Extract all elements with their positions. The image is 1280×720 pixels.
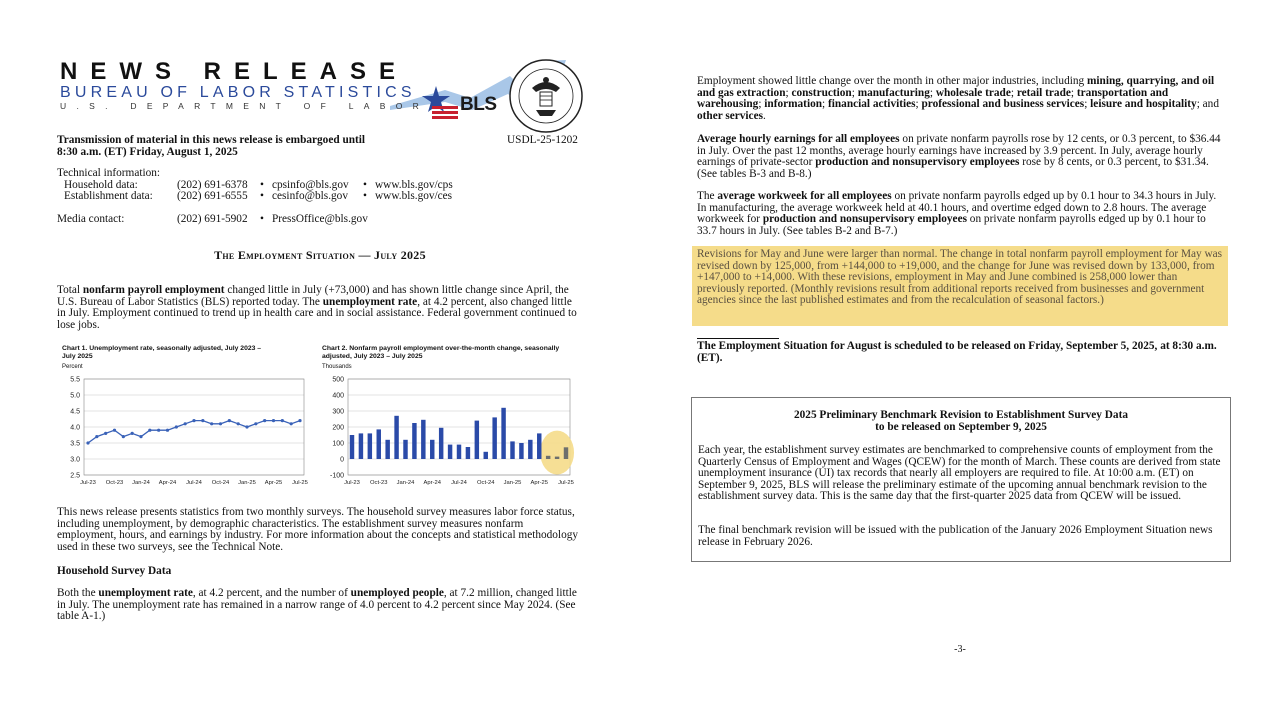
- data-point: [122, 435, 125, 438]
- data-point: [104, 432, 107, 435]
- data-point: [86, 441, 89, 444]
- bar: [537, 433, 541, 459]
- bar: [484, 452, 488, 459]
- media-phone: (202) 691-5902: [177, 213, 248, 226]
- data-point: [263, 419, 266, 422]
- household-heading: Household Survey Data: [57, 565, 172, 577]
- y-tick-label: 5.5: [70, 376, 80, 384]
- household-email[interactable]: cpsinfo@bls.gov: [272, 178, 349, 191]
- department-name: U.S. DEPARTMENT OF LABOR: [60, 101, 430, 111]
- data-point: [281, 419, 284, 422]
- y-tick-label: 200: [332, 424, 344, 432]
- household-paragraph: Both the unemployment rate, at 4.2 percent, and the number of unemployed people, at 7.2 million, changed little in July. The unemployment rate has remained in a narrow range of 4.0 percent to 4.2 percent since May 2024. (See table A-1.): [57, 587, 577, 623]
- revisions-paragraph: Revisions for May and June were larger than normal. The change in total nonfarm payroll employment for May was revised down by 125,000, from +144,000 to +19,000, and the change for June was revised down by 133,000, from +147,000 to +14,000. With these revisions, employment in May and June combined is 258,000 lower than previously reported. (Monthly revisions result from additional reports received from businesses and government agencies since the last published estimates and from the recalculation of seasonal factors.): [697, 248, 1223, 307]
- bullet-icon: •: [260, 213, 264, 226]
- bar: [350, 435, 354, 459]
- x-tick-label: Jul-24: [451, 480, 467, 486]
- data-point: [298, 419, 301, 422]
- bullet-icon: •: [260, 178, 264, 191]
- earnings-paragraph: Average hourly earnings for all employees on private nonfarm payrolls rose by 12 cents, or 0.3 percent, to $36.44 in July. Over the past 12 months, average hourly earnings have increased by 3.9 percent. In July, average hourly earnings of private-sector production and nonsupervisory employees rose by 8 cents, or 0.3 percent, to $31.34. (See tables B-3 and B-8.): [697, 133, 1221, 180]
- y-tick-label: 2.5: [70, 472, 80, 480]
- chart2-title: Chart 2. Nonfarm payroll employment over-the-month change, seasonally adjusted, July 2023 – July 2025: [322, 345, 560, 360]
- bar: [492, 417, 496, 459]
- bar: [501, 408, 505, 459]
- data-point: [131, 432, 134, 435]
- y-tick-label: 400: [332, 392, 344, 400]
- establishment-web[interactable]: www.bls.gov/ces: [375, 190, 453, 203]
- data-point: [254, 422, 257, 425]
- data-point: [290, 422, 293, 425]
- bar: [555, 457, 559, 459]
- unemployment-line: [88, 421, 300, 443]
- data-point: [237, 422, 240, 425]
- x-tick-label: Jan-25: [503, 480, 522, 486]
- data-point: [157, 429, 160, 432]
- bar: [377, 429, 381, 459]
- bar: [457, 445, 461, 459]
- bar: [412, 423, 416, 459]
- x-tick-label: Jan-24: [396, 480, 415, 486]
- bar: [394, 416, 398, 459]
- media-email[interactable]: PressOffice@bls.gov: [272, 213, 368, 226]
- x-tick-label: Jul-24: [186, 480, 202, 486]
- bullet-icon: •: [363, 178, 367, 191]
- bullet-icon: •: [260, 190, 264, 203]
- data-point: [175, 425, 178, 428]
- data-point: [139, 435, 142, 438]
- benchmark-paragraph-1: Each year, the establishment survey estimates are benchmarked to comprehensive counts of employment from the Quarterly Census of Employment and Wages (QCEW) for the month of March. These counts are derived from state unemployment insurance (UI) tax records that nearly all employers are required to file. At 10:00 a.m. (ET) on September 9, 2025, BLS will release the preliminary estimate of the upcoming annual benchmark revision to the establishment survey data. This is the same day that the first-quarter 2025 data from QCEW will be issued.: [698, 444, 1221, 503]
- x-tick-label: Jul-25: [558, 480, 574, 486]
- data-point: [201, 419, 204, 422]
- y-tick-label: 300: [332, 408, 344, 416]
- x-tick-label: Jan-24: [132, 480, 150, 486]
- bar: [519, 443, 523, 459]
- establishment-label: Establishment data:: [64, 190, 153, 203]
- industries-paragraph: Employment showed little change over the month in other major industries, including mining, quarrying, and oil and gas extraction; construction; manufacturing; wholesale trade; retail trade; transportation and warehousing; information; financial activities; professional and business services; leisure and hospitality; and other services.: [697, 75, 1219, 122]
- x-tick-label: Jul-25: [292, 480, 308, 486]
- y-tick-label: 4.5: [70, 408, 80, 416]
- data-point: [148, 429, 151, 432]
- highlight-marker: [540, 431, 574, 475]
- household-phone: (202) 691-6378: [177, 178, 248, 191]
- bureau-name: BUREAU OF LABOR STATISTICS: [60, 84, 416, 101]
- media-label: Media contact:: [57, 213, 125, 226]
- benchmark-box: [691, 397, 1231, 562]
- bar: [403, 440, 407, 459]
- x-tick-label: Jul-23: [344, 480, 360, 486]
- x-tick-label: Apr-24: [158, 480, 177, 486]
- data-point: [245, 425, 248, 428]
- chart1-title: Chart 1. Unemployment rate, seasonally adjusted, July 2023 – July 2025: [62, 345, 262, 360]
- household-label: Household data:: [64, 178, 138, 191]
- intro-paragraph: Total nonfarm payroll employment changed little in July (+73,000) and has shown little change since April, the U.S. Bureau of Labor Statistics (BLS) reported today. The unemployment rate, at 4.2 percent, also changed little in July. Employment continued to trend up in health care and in social assistance. Federal government continued to lose jobs.: [57, 284, 577, 331]
- embargo-notice: [57, 135, 497, 158]
- benchmark-title: 2025 Preliminary Benchmark Revision to Establishment Survey Data to be released on September 9, 2025: [794, 409, 1128, 433]
- bar: [439, 428, 443, 459]
- surveys-paragraph: This news release presents statistics from two monthly surveys. The household survey measures labor force status, including unemployment, by demographic characteristics. The establishment survey measures nonfarm employment, hours, and earnings by industry. For more information about the concepts and statistical methodology used in these two surveys, see the Technical Note.: [57, 506, 579, 553]
- y-tick-label: 100: [332, 440, 344, 448]
- embargo-line-2: 8:30 a.m. (ET) Friday, August 1, 2025: [57, 145, 238, 158]
- x-tick-label: Oct-23: [370, 480, 388, 486]
- data-point: [95, 435, 98, 438]
- y-tick-label: 5.0: [70, 392, 80, 400]
- establishment-email[interactable]: cesinfo@bls.gov: [272, 190, 348, 203]
- divider: [697, 338, 779, 339]
- contact-info: [57, 168, 617, 226]
- x-tick-label: Apr-25: [264, 480, 283, 486]
- data-point: [184, 422, 187, 425]
- data-point: [192, 419, 195, 422]
- next-release-notice: The Employment Situation for August is scheduled to be released on Friday, September 5, 2025, at 8:30 a.m. (ET).: [697, 340, 1217, 364]
- x-tick-label: Apr-25: [530, 480, 548, 486]
- bar: [475, 421, 479, 459]
- bar: [448, 445, 452, 459]
- y-tick-label: 0: [340, 456, 344, 464]
- page-number: -3-: [954, 644, 966, 655]
- bar: [510, 441, 514, 459]
- x-tick-label: Jan-25: [238, 480, 256, 486]
- news-release-title: NEWS RELEASE: [60, 58, 409, 85]
- payroll-change-chart: [318, 372, 576, 490]
- data-point: [210, 422, 213, 425]
- bar: [385, 440, 389, 459]
- workweek-paragraph: The average workweek for all employees on private nonfarm payrolls edged up by 0.1 hour to 34.3 hours in July. In manufacturing, the average workweek held at 40.1 hours, and overtime edged down to 2.8 hours. The average workweek for production and nonsupervisory employees on private nonfarm payrolls edged up by 0.1 hour to 33.7 hours in July. (See tables B-2 and B-7.): [697, 190, 1217, 237]
- x-tick-label: Oct-24: [211, 480, 230, 486]
- embargo-line-1: Transmission of material in this news release is embargoed until: [57, 134, 366, 146]
- data-point: [113, 429, 116, 432]
- bar: [564, 447, 568, 459]
- y-tick-label: 3.0: [70, 456, 80, 464]
- bar: [466, 447, 470, 459]
- data-point: [272, 419, 275, 422]
- x-tick-label: Oct-23: [105, 480, 124, 486]
- chart1-ylabel: Percent: [62, 364, 83, 370]
- x-tick-label: Apr-24: [423, 480, 441, 486]
- bar: [430, 440, 434, 459]
- usdl-number: USDL-25-1202: [507, 134, 578, 146]
- establishment-phone: (202) 691-6555: [177, 190, 248, 203]
- release-title: The Employment Situation — July 2025: [214, 248, 426, 262]
- bar: [421, 420, 425, 459]
- bar: [368, 433, 372, 459]
- unemployment-rate-chart: [58, 372, 310, 490]
- y-tick-label: 500: [332, 376, 344, 384]
- y-tick-label: 3.5: [70, 440, 80, 448]
- bls-logo-text: BLS: [460, 94, 497, 115]
- tech-info-heading: Technical information:: [57, 167, 161, 179]
- bar: [528, 440, 532, 459]
- masthead: [60, 58, 600, 130]
- data-point: [219, 422, 222, 425]
- bar: [546, 456, 550, 459]
- page-right: [640, 0, 1280, 720]
- x-tick-label: Jul-23: [80, 480, 96, 486]
- household-web[interactable]: www.bls.gov/cps: [375, 178, 453, 191]
- bar: [359, 433, 363, 459]
- y-tick-label: 4.0: [70, 424, 80, 432]
- data-point: [166, 429, 169, 432]
- y-tick-label: -100: [329, 472, 344, 480]
- department-seal-icon: [508, 58, 584, 134]
- benchmark-paragraph-2: The final benchmark revision will be issued with the publication of the January 2026 Employment Situation news release in February 2026.: [698, 524, 1213, 548]
- x-tick-label: Oct-24: [477, 480, 495, 486]
- data-point: [228, 419, 231, 422]
- bullet-icon: •: [363, 190, 367, 203]
- chart2-ylabel: Thousands: [322, 364, 352, 370]
